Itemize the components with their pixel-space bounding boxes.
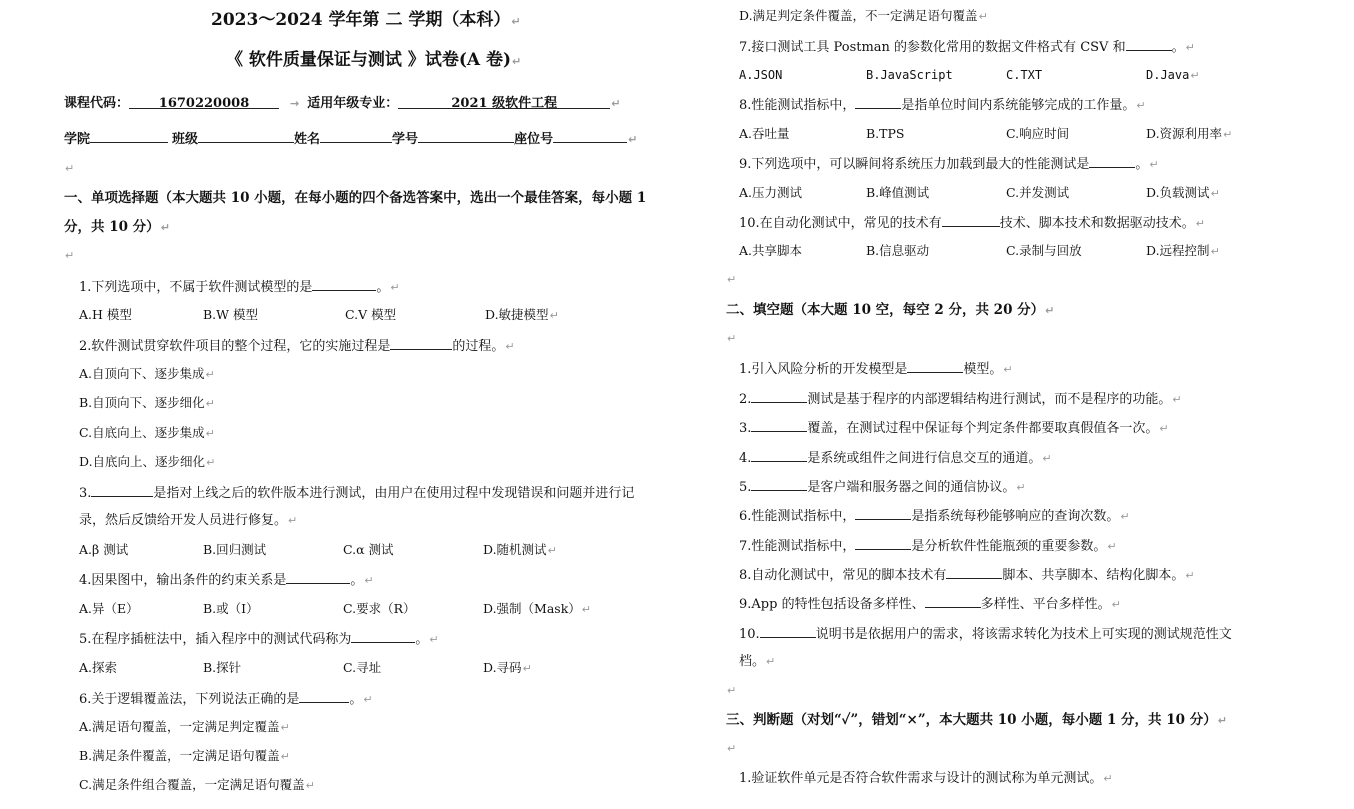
question-8-options: A.吞吐量 B.TPS C.响应时间 D.资源利用率↵ — [739, 126, 1233, 141]
empty-paragraph: ↵ — [727, 742, 737, 755]
question-5: 5.在程序插桩法中，插入程序中的测试代码称为 。↵ — [79, 632, 439, 647]
question-6-option-b: B.满足条件覆盖，一定满足语句覆盖↵ — [79, 748, 290, 763]
empty-paragraph: ↵ — [727, 332, 737, 345]
question-2-option-c: C.自底向上、逐步集成↵ — [79, 425, 215, 440]
exam-subtitle: 《 软件质量保证与测试 》试卷(A 卷)↵ — [226, 50, 522, 70]
question-7: 7.接口测试工具 Postman 的参数化常用的数据文件格式有 CSV 和 。↵ — [739, 40, 1195, 55]
section3-heading: 三、判断题（对划“✓”，错划“×”，本大题共 10 小题，每小题 1 分，共 10 分）↵ — [726, 712, 1227, 728]
student-info-line: 学院 班级 姓名 学号 座位号 ↵ — [64, 132, 638, 147]
question-10: 10.在自动化测试中，常见的技术有 技术、脚本技术和数据驱动技术。↵ — [739, 216, 1205, 231]
empty-paragraph: ↵ — [727, 684, 737, 697]
fill-5: 5. 是客户端和服务器之间的通信协议。↵ — [739, 480, 1026, 495]
question-6-option-d: D.满足判定条件覆盖，不一定满足语句覆盖↵ — [739, 8, 988, 23]
course-info-line: 课程代码： 1670220008 → 适用年级专业： 2021 级软件工程 ↵ — [64, 96, 621, 111]
fill-6: 6.性能测试指标中， 是指系统每秒能够响应的查询次数。↵ — [739, 509, 1130, 524]
question-3-cont: 录，然后反馈给开发人员进行修复。↵ — [79, 513, 298, 528]
question-6-option-a: A.满足语句覆盖，一定满足判定覆盖↵ — [79, 719, 290, 734]
fill-7: 7.性能测试指标中， 是分析软件性能瓶颈的重要参数。↵ — [739, 539, 1117, 554]
question-1-options: A.H 模型 B.W 模型 C.V 模型 D.敏捷模型↵ — [79, 307, 559, 322]
question-7-options: A.JSON B.JavaScript C.TXT D.Java↵ — [739, 68, 1200, 82]
fill-3: 3. 覆盖，在测试过程中保证每个判定条件都要取真假值各一次。↵ — [739, 421, 1169, 436]
question-2-option-b: B.自顶向下、逐步细化↵ — [79, 395, 215, 410]
fill-1: 1.引入风险分析的开发模型是 模型。↵ — [739, 362, 1013, 377]
fill-4: 4. 是系统或组件之间进行信息交互的通道。↵ — [739, 451, 1052, 466]
section1-heading: 一、单项选择题（本大题共 10 小题，在每小题的四个备选答案中，选出一个最佳答案，每小题 1 — [64, 190, 647, 206]
question-6-option-c: C.满足条件组合覆盖，一定满足语句覆盖↵ — [79, 777, 315, 792]
question-1: 1.下列选项中，不属于软件测试模型的是 。↵ — [79, 280, 400, 295]
question-2-option-a: A.自顶向下、逐步集成↵ — [79, 366, 215, 381]
question-6: 6.关于逻辑覆盖法，下列说法正确的是 。↵ — [79, 692, 373, 707]
question-2: 2.软件测试贯穿软件项目的整个过程，它的实施过程是 的过程。↵ — [79, 339, 515, 354]
fill-9: 9.App 的特性包括设备多样性、 多样性、平台多样性。↵ — [739, 597, 1121, 612]
question-4: 4.因果图中，输出条件的约束关系是 。↵ — [79, 573, 374, 588]
empty-paragraph: ↵ — [65, 162, 75, 175]
question-10-options: A.共享脚本 B.信息驱动 C.录制与回放 D.远程控制↵ — [739, 243, 1220, 258]
fill-10: 10. 说明书是依据用户的需求，将该需求转化为技术上可实现的测试规范性文 — [739, 627, 1232, 642]
question-9: 9.下列选项中，可以瞬间将系统压力加载到最大的性能测试是 。↵ — [739, 157, 1159, 172]
question-2-option-d: D.自底向上、逐步细化↵ — [79, 454, 216, 469]
section1-heading-cont: 分，共 10 分）↵ — [64, 219, 170, 235]
fill-8: 8.自动化测试中，常见的脚本技术有 脚本、共享脚本、结构化脚本。↵ — [739, 568, 1195, 583]
section2-heading: 二、填空题（本大题 10 空，每空 2 分，共 20 分）↵ — [726, 302, 1055, 318]
fill-10-cont: 档。↵ — [739, 654, 776, 669]
question-3: 3. 是指对上线之后的软件版本进行测试，由用户在使用过程中发现错误和问题并进行记 — [79, 486, 635, 501]
question-3-options: A.β 测试 B.回归测试 C.α 测试 D.随机测试↵ — [79, 542, 557, 557]
empty-paragraph: ↵ — [65, 249, 75, 262]
judge-1: 1.验证软件单元是否符合软件需求与设计的测试称为单元测试。↵ — [739, 771, 1113, 786]
question-4-options: A.异（E） B.或（I） C.要求（R） D.强制（Mask）↵ — [79, 601, 592, 616]
fill-2: 2. 测试是基于程序的内部逻辑结构进行测试，而不是程序的功能。↵ — [739, 392, 1182, 407]
empty-paragraph: ↵ — [727, 273, 737, 286]
question-8: 8.性能测试指标中， 是指单位时间内系统能够完成的工作量。↵ — [739, 98, 1146, 113]
question-5-options: A.探索 B.探针 C.寻址 D.寻码↵ — [79, 660, 532, 675]
question-9-options: A.压力测试 B.峰值测试 C.并发测试 D.负载测试↵ — [739, 185, 1220, 200]
exam-title: 2023～2024 学年第 二 学期（本科）↵ — [211, 10, 521, 30]
